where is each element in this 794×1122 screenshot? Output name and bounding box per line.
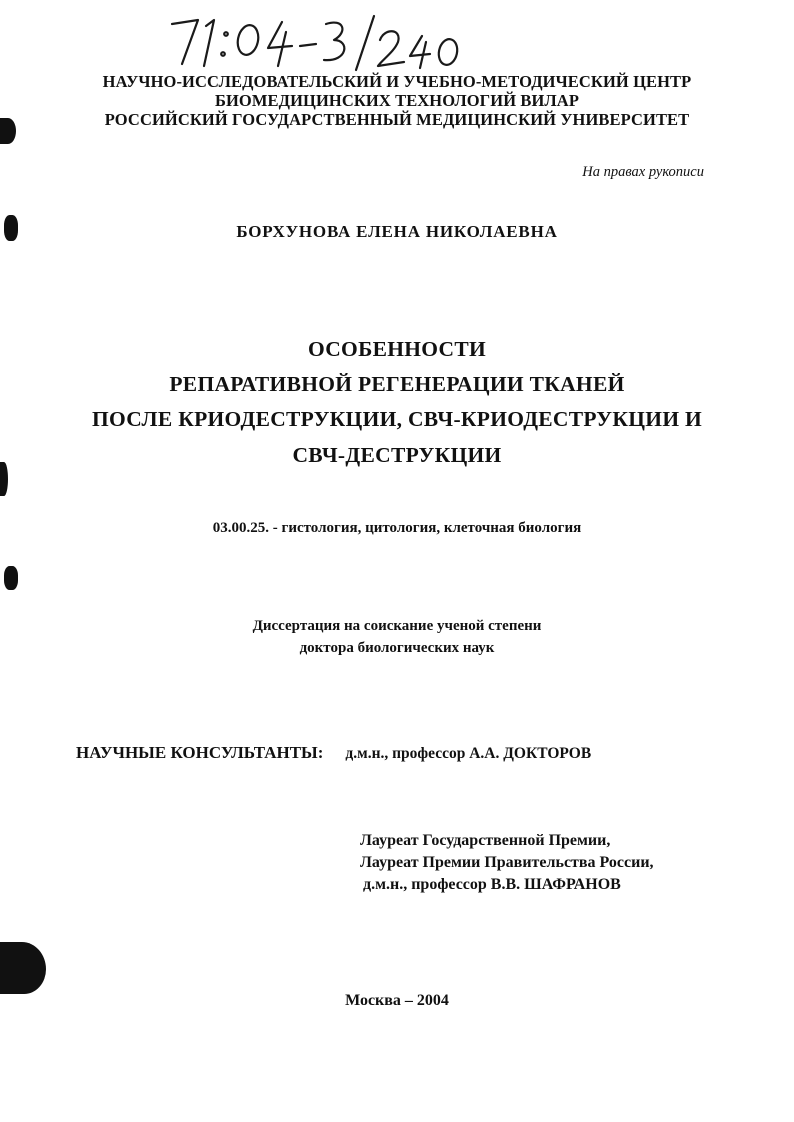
binding-hole-mark [4,215,18,241]
consultants-label: НАУЧНЫЕ КОНСУЛЬТАНТЫ: [76,743,324,762]
manuscript-rights: На правах рукописи [582,164,704,180]
institution-line-1: НАУЧНО-ИССЛЕДОВАТЕЛЬСКИЙ И УЧЕБНО-МЕТОДИЧЕСКИЙ ЦЕНТР [102,72,692,91]
consultant-second-line-1: Лауреат Государственной Премии, [360,832,611,849]
title-line-2: РЕПАРАТИВНОЙ РЕГЕНЕРАЦИИ ТКАНЕЙ [169,372,625,396]
consultants-row [76,743,591,763]
dissertation-line-2: доктора биологических наук [299,640,495,656]
binding-hole-mark [4,566,18,590]
consultant-second-line-2: Лауреат Премии Правительства России, [360,854,654,871]
city-year: Москва – 2004 [345,992,449,1009]
handwritten-inventory-number [168,10,468,74]
binding-hole-mark [0,942,46,994]
consultant-first: д.м.н., профессор А.А. ДОКТОРОВ [345,745,592,762]
institution-line-3: РОССИЙСКИЙ ГОСУДАРСТВЕННЫЙ МЕДИЦИНСКИЙ УНИВЕРСИТЕТ [104,110,690,129]
consultant-second-line-3: д.м.н., профессор В.В. ШАФРАНОВ [363,876,621,893]
title-line-4: СВЧ-ДЕСТРУКЦИИ [292,443,502,467]
binding-hole-mark [0,118,16,144]
title-line-1: ОСОБЕННОСТИ [307,337,487,361]
dissertation-line-1: Диссертация на соискание ученой степени [252,618,542,634]
binding-hole-mark [0,462,8,496]
author-name: БОРХУНОВА ЕЛЕНА НИКОЛАЕВНА [236,222,558,241]
title-line-3: ПОСЛЕ КРИОДЕСТРУКЦИИ, СВЧ-КРИОДЕСТРУКЦИИ И [91,407,703,431]
institution-line-2: БИОМЕДИЦИНСКИХ ТЕХНОЛОГИЙ ВИЛАР [214,91,580,110]
specialty-code: 03.00.25. - гистология, цитология, клеточная биология [212,520,582,536]
